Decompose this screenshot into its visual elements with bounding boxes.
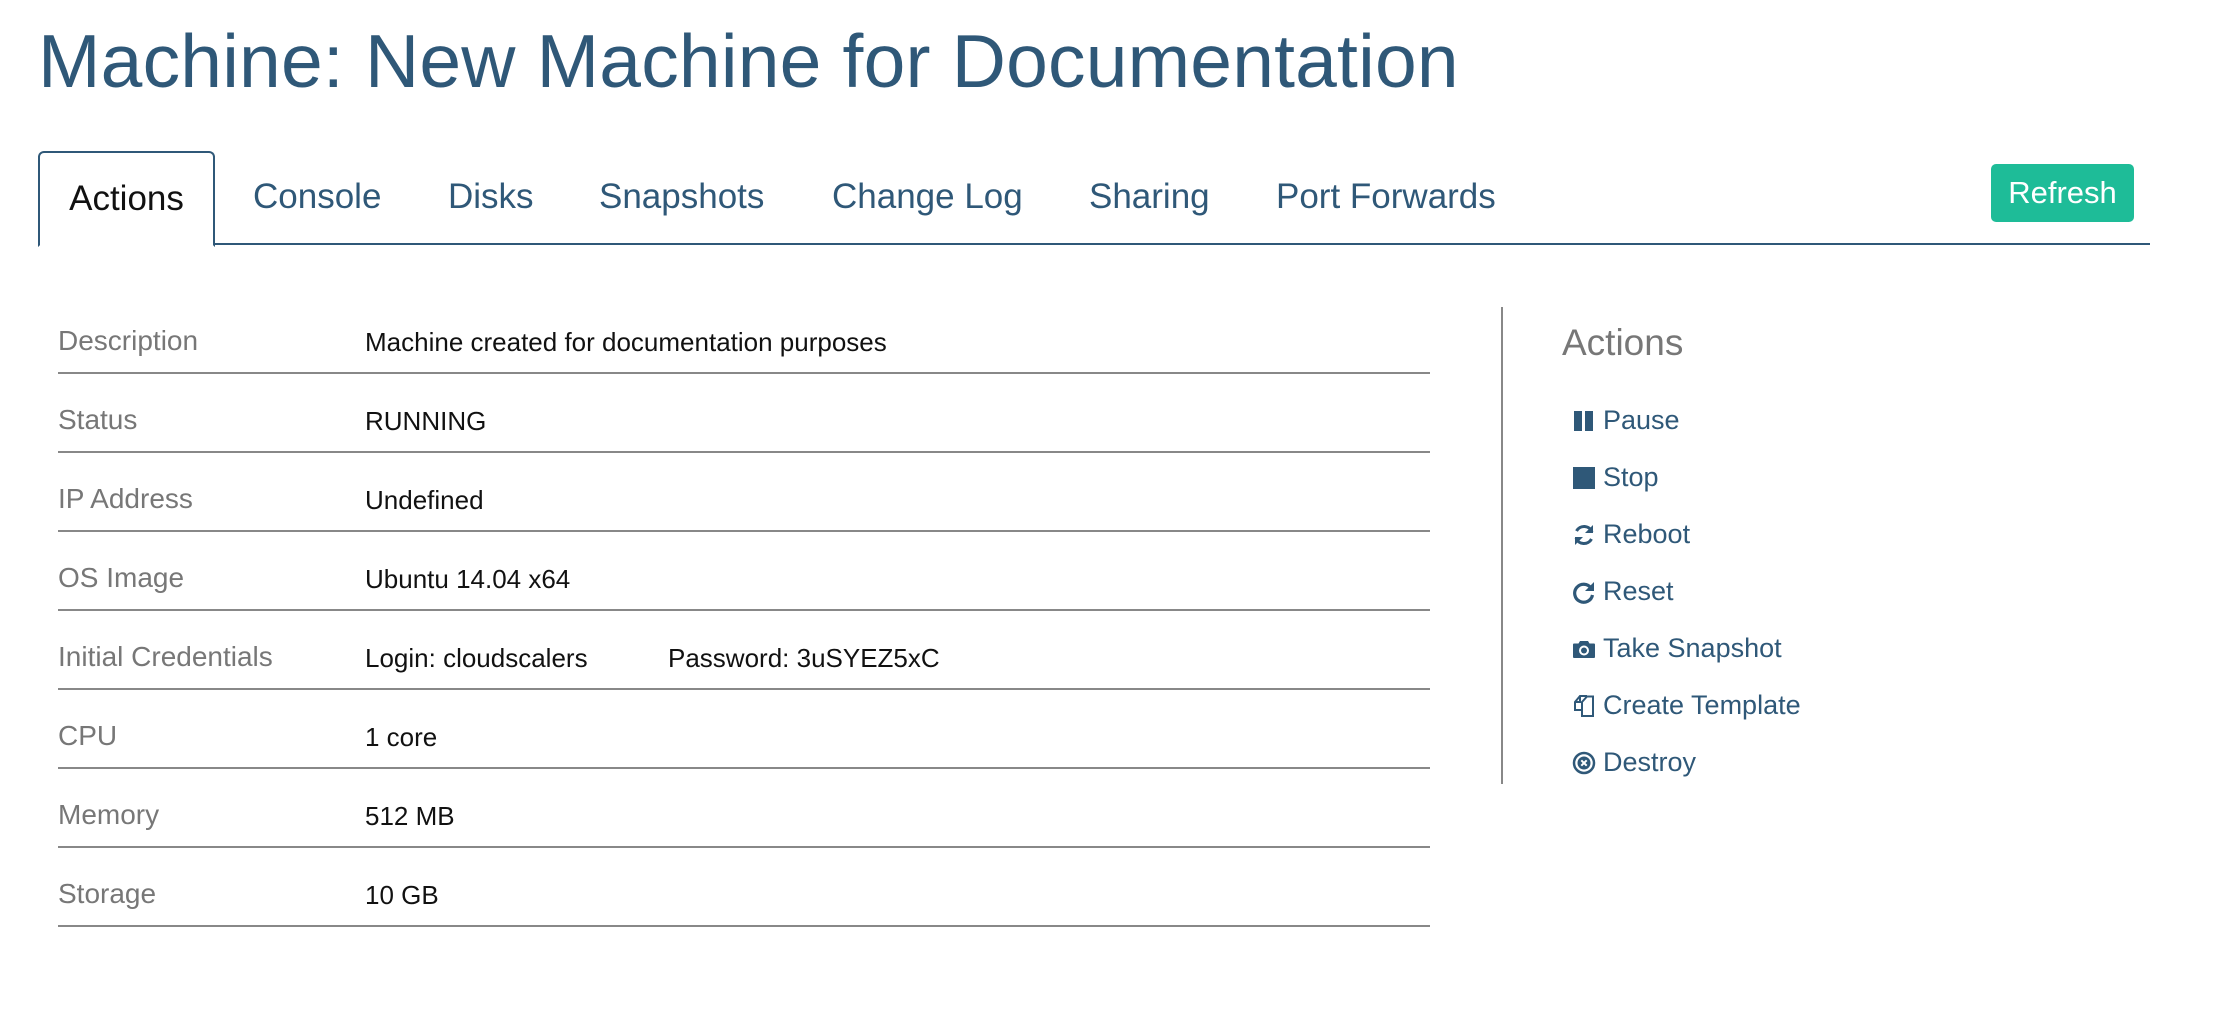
tab-actions[interactable]: Actions [38, 151, 215, 247]
login-value: Login: cloudscalers [365, 643, 588, 673]
detail-label: Storage [58, 878, 157, 909]
action-label: Stop [1603, 462, 1659, 492]
detail-label: Description [58, 325, 199, 356]
refresh-button[interactable]: Refresh [1991, 164, 2134, 222]
stop-icon [1571, 465, 1597, 491]
storage-value: 10 GB [365, 880, 439, 910]
tab-change-log[interactable]: Change Log [832, 177, 1023, 216]
actions-panel-title: Actions [1562, 322, 1684, 363]
destroy-action[interactable] [1571, 734, 1801, 791]
action-label: Take Snapshot [1603, 633, 1782, 663]
reset-action[interactable] [1571, 563, 1801, 620]
cpu-value: 1 core [365, 722, 438, 752]
detail-row-os-image [58, 532, 1430, 611]
detail-label: CPU [58, 720, 118, 751]
status-value: RUNNING [365, 406, 487, 436]
tab-bar [38, 151, 2150, 245]
ip-address-value: Undefined [365, 485, 484, 515]
password-value: Password: 3uSYEZ5xC [668, 643, 940, 673]
pause-icon [1571, 408, 1597, 434]
remove-circle-icon [1571, 750, 1597, 776]
detail-row-description [58, 295, 1430, 374]
create-template-action[interactable] [1571, 677, 1801, 734]
redo-icon [1571, 579, 1597, 605]
copy-icon [1571, 693, 1597, 719]
detail-label: Initial Credentials [58, 641, 273, 672]
refresh-icon [1571, 522, 1597, 548]
os-image-value: Ubuntu 14.04 x64 [365, 564, 571, 594]
detail-row-ip-address [58, 453, 1430, 532]
pause-action[interactable] [1571, 392, 1801, 449]
detail-label: OS Image [58, 562, 185, 593]
action-list [1571, 392, 1801, 791]
detail-label: Memory [58, 799, 160, 830]
vertical-divider [1501, 307, 1503, 784]
reboot-action[interactable] [1571, 506, 1801, 563]
detail-row-status [58, 374, 1430, 453]
action-label: Reboot [1603, 519, 1691, 549]
tab-port-forwards[interactable]: Port Forwards [1276, 177, 1496, 216]
action-label: Create Template [1603, 690, 1801, 720]
description-value: Machine created for documentation purposes [365, 327, 887, 357]
detail-label: Status [58, 404, 138, 435]
page-title: Machine: New Machine for Documentation [38, 19, 1459, 103]
detail-label: IP Address [58, 483, 193, 514]
stop-action[interactable] [1571, 449, 1801, 506]
action-label: Reset [1603, 576, 1674, 606]
actions-panel [1562, 322, 1962, 777]
memory-value: 512 MB [365, 801, 455, 831]
tab-console[interactable]: Console [253, 177, 382, 216]
tab-snapshots[interactable]: Snapshots [599, 177, 765, 216]
tab-disks[interactable]: Disks [448, 177, 534, 216]
take-snapshot-action[interactable] [1571, 620, 1801, 677]
tab-sharing[interactable]: Sharing [1089, 177, 1210, 216]
machine-details-table [58, 295, 1430, 927]
detail-row-initial-credentials [58, 611, 1430, 690]
action-label: Destroy [1603, 747, 1697, 777]
camera-icon [1571, 636, 1597, 662]
detail-row-cpu [58, 690, 1430, 769]
detail-row-memory [58, 769, 1430, 848]
action-label: Pause [1603, 405, 1680, 435]
detail-row-storage [58, 848, 1430, 927]
